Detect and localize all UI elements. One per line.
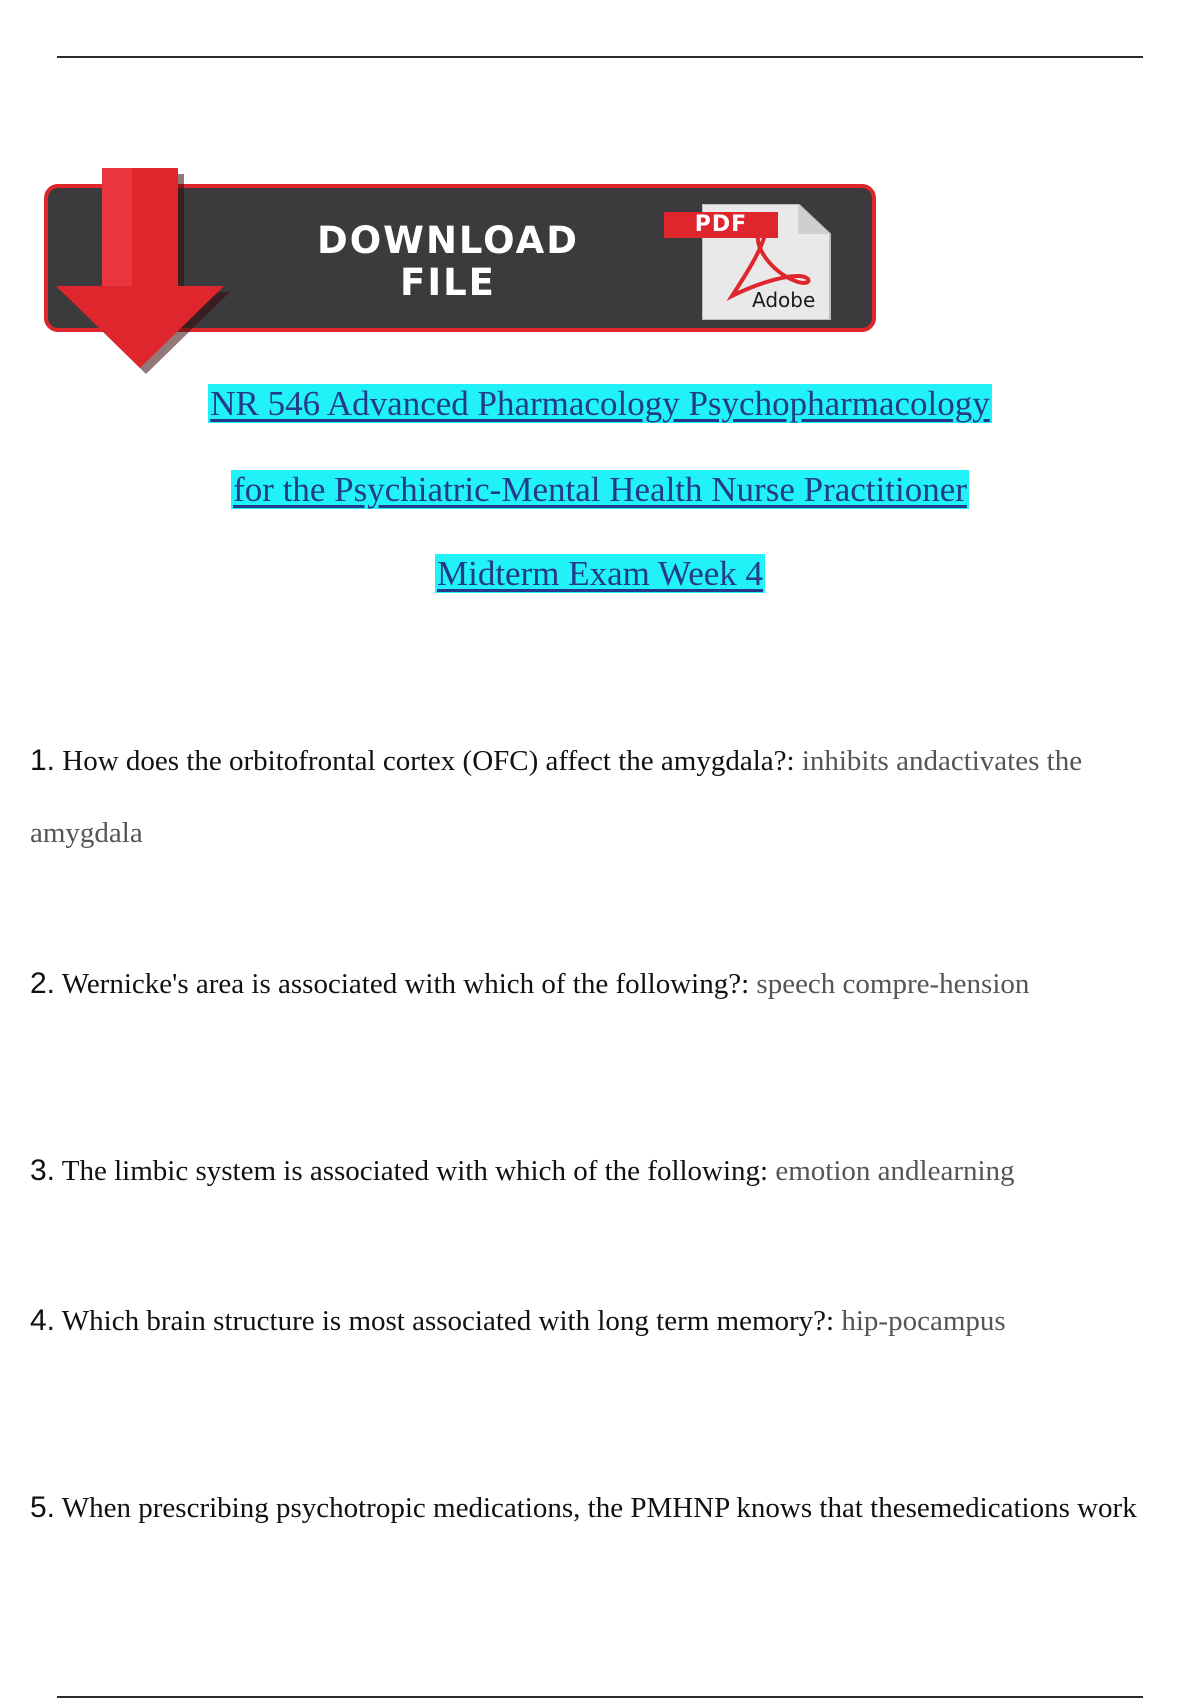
question-number: 4. xyxy=(30,1304,56,1337)
question-3 xyxy=(30,1153,1170,1189)
question-text: Wernicke's area is associated with which of the following?: xyxy=(61,968,750,1000)
bottom-divider xyxy=(57,1696,1143,1698)
question-number: 3. xyxy=(30,1154,56,1187)
question-number: 2. xyxy=(30,967,56,1000)
title-line-1 xyxy=(0,384,1200,424)
answer-text: speech compre-hension xyxy=(756,968,1030,1000)
title-line-3 xyxy=(0,554,1200,594)
answer-text: inhibits andactivates the xyxy=(801,745,1083,777)
question-text: Which brain structure is most associated with long term memory?: xyxy=(61,1305,835,1337)
download-label-line2: FILE xyxy=(400,261,496,304)
adobe-pdf-icon xyxy=(662,204,838,322)
title-link-2[interactable]: for the Psychiatric-Mental Health Nurse Practitioner xyxy=(233,470,967,509)
title-link-1[interactable]: NR 546 Advanced Pharmacology Psychopharmacology xyxy=(210,384,990,423)
pdf-badge: PDF xyxy=(664,212,778,238)
download-file-label xyxy=(258,220,638,304)
question-4 xyxy=(30,1303,1170,1339)
adobe-label: Adobe xyxy=(752,288,816,312)
question-text: When prescribing psychotropic medications, the PMHNP knows that thesemedications work xyxy=(61,1492,1137,1524)
answer-text: emotion andlearning xyxy=(775,1155,1015,1187)
question-text: How does the orbitofrontal cortex (OFC) affect the amygdala?: xyxy=(62,745,795,777)
download-label-line1: DOWNLOAD xyxy=(316,219,579,262)
question-number: 1. xyxy=(30,744,56,777)
question-2 xyxy=(30,966,1170,1002)
download-arrow-icon xyxy=(40,168,250,378)
download-file-button[interactable] xyxy=(40,168,880,378)
question-number: 5. xyxy=(30,1491,56,1524)
question-5 xyxy=(30,1490,1170,1526)
title-link-3[interactable]: Midterm Exam Week 4 xyxy=(436,554,764,593)
answer-text: hip-pocampus xyxy=(841,1305,1006,1337)
question-1 xyxy=(30,743,1170,851)
answer-continued: amygdala xyxy=(30,817,143,849)
top-divider xyxy=(57,56,1143,58)
title-line-2 xyxy=(0,470,1200,510)
question-text: The limbic system is associated with which of the following: xyxy=(61,1155,769,1187)
